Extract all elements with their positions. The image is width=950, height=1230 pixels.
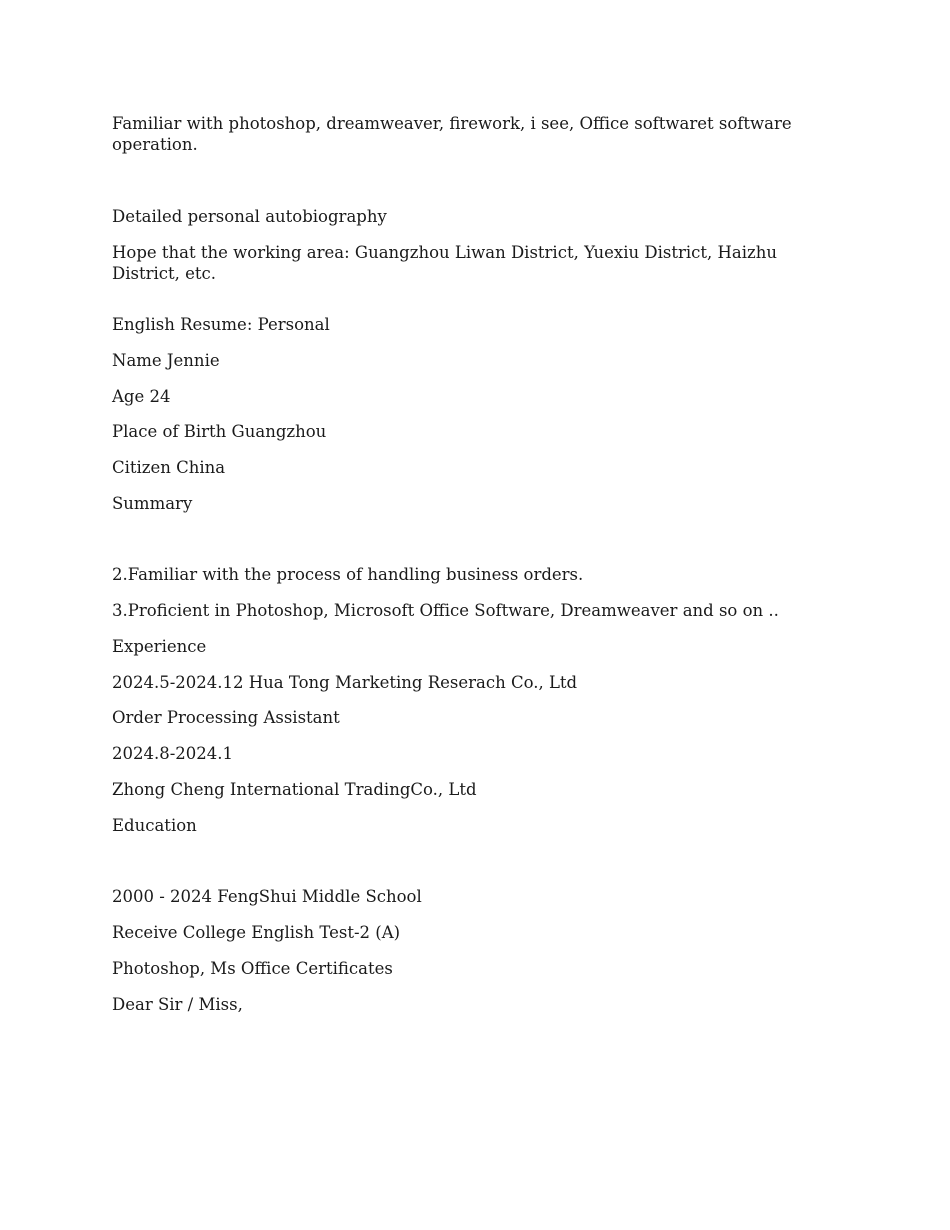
resume-heading: English Resume: Personal [112,315,330,334]
education-heading: Education [112,816,197,835]
certificate-cet: Receive College English Test-2 (A) [112,923,401,942]
experience-company-2: Zhong Cheng International TradingCo., Ltd [112,780,477,799]
experience-entry-1: 2024.5-2024.12 Hua Tong Marketing Reserach Co., Ltd [112,673,578,692]
summary-heading: Summary [112,494,193,513]
skills-paragraph: Familiar with photoshop, dreamweaver, firework, i see, Office softwaret software operation. [112,114,792,154]
summary-item-3: 3.Proficient in Photoshop, Microsoft Office Software, Dreamweaver and so on .. [112,601,779,620]
age-line: Age 24 [112,387,171,406]
name-line: Name Jennie [112,351,220,370]
citizen-line: Citizen China [112,458,226,477]
experience-heading: Experience [112,637,207,656]
letter-salutation: Dear Sir / Miss, [112,995,243,1014]
summary-item-2: 2.Familiar with the process of handling business orders. [112,565,584,584]
certificate-software: Photoshop, Ms Office Certificates [112,959,393,978]
education-entry: 2000 - 2024 FengShui Middle School [112,887,422,906]
birthplace-line: Place of Birth Guangzhou [112,422,327,441]
working-area-line: Hope that the working area: Guangzhou Liwan District, Yuexiu District, Haizhu District, etc. [112,243,777,283]
experience-role: Order Processing Assistant [112,708,340,727]
autobiography-heading: Detailed personal autobiography [112,207,387,226]
experience-dates-2: 2024.8-2024.1 [112,744,234,763]
